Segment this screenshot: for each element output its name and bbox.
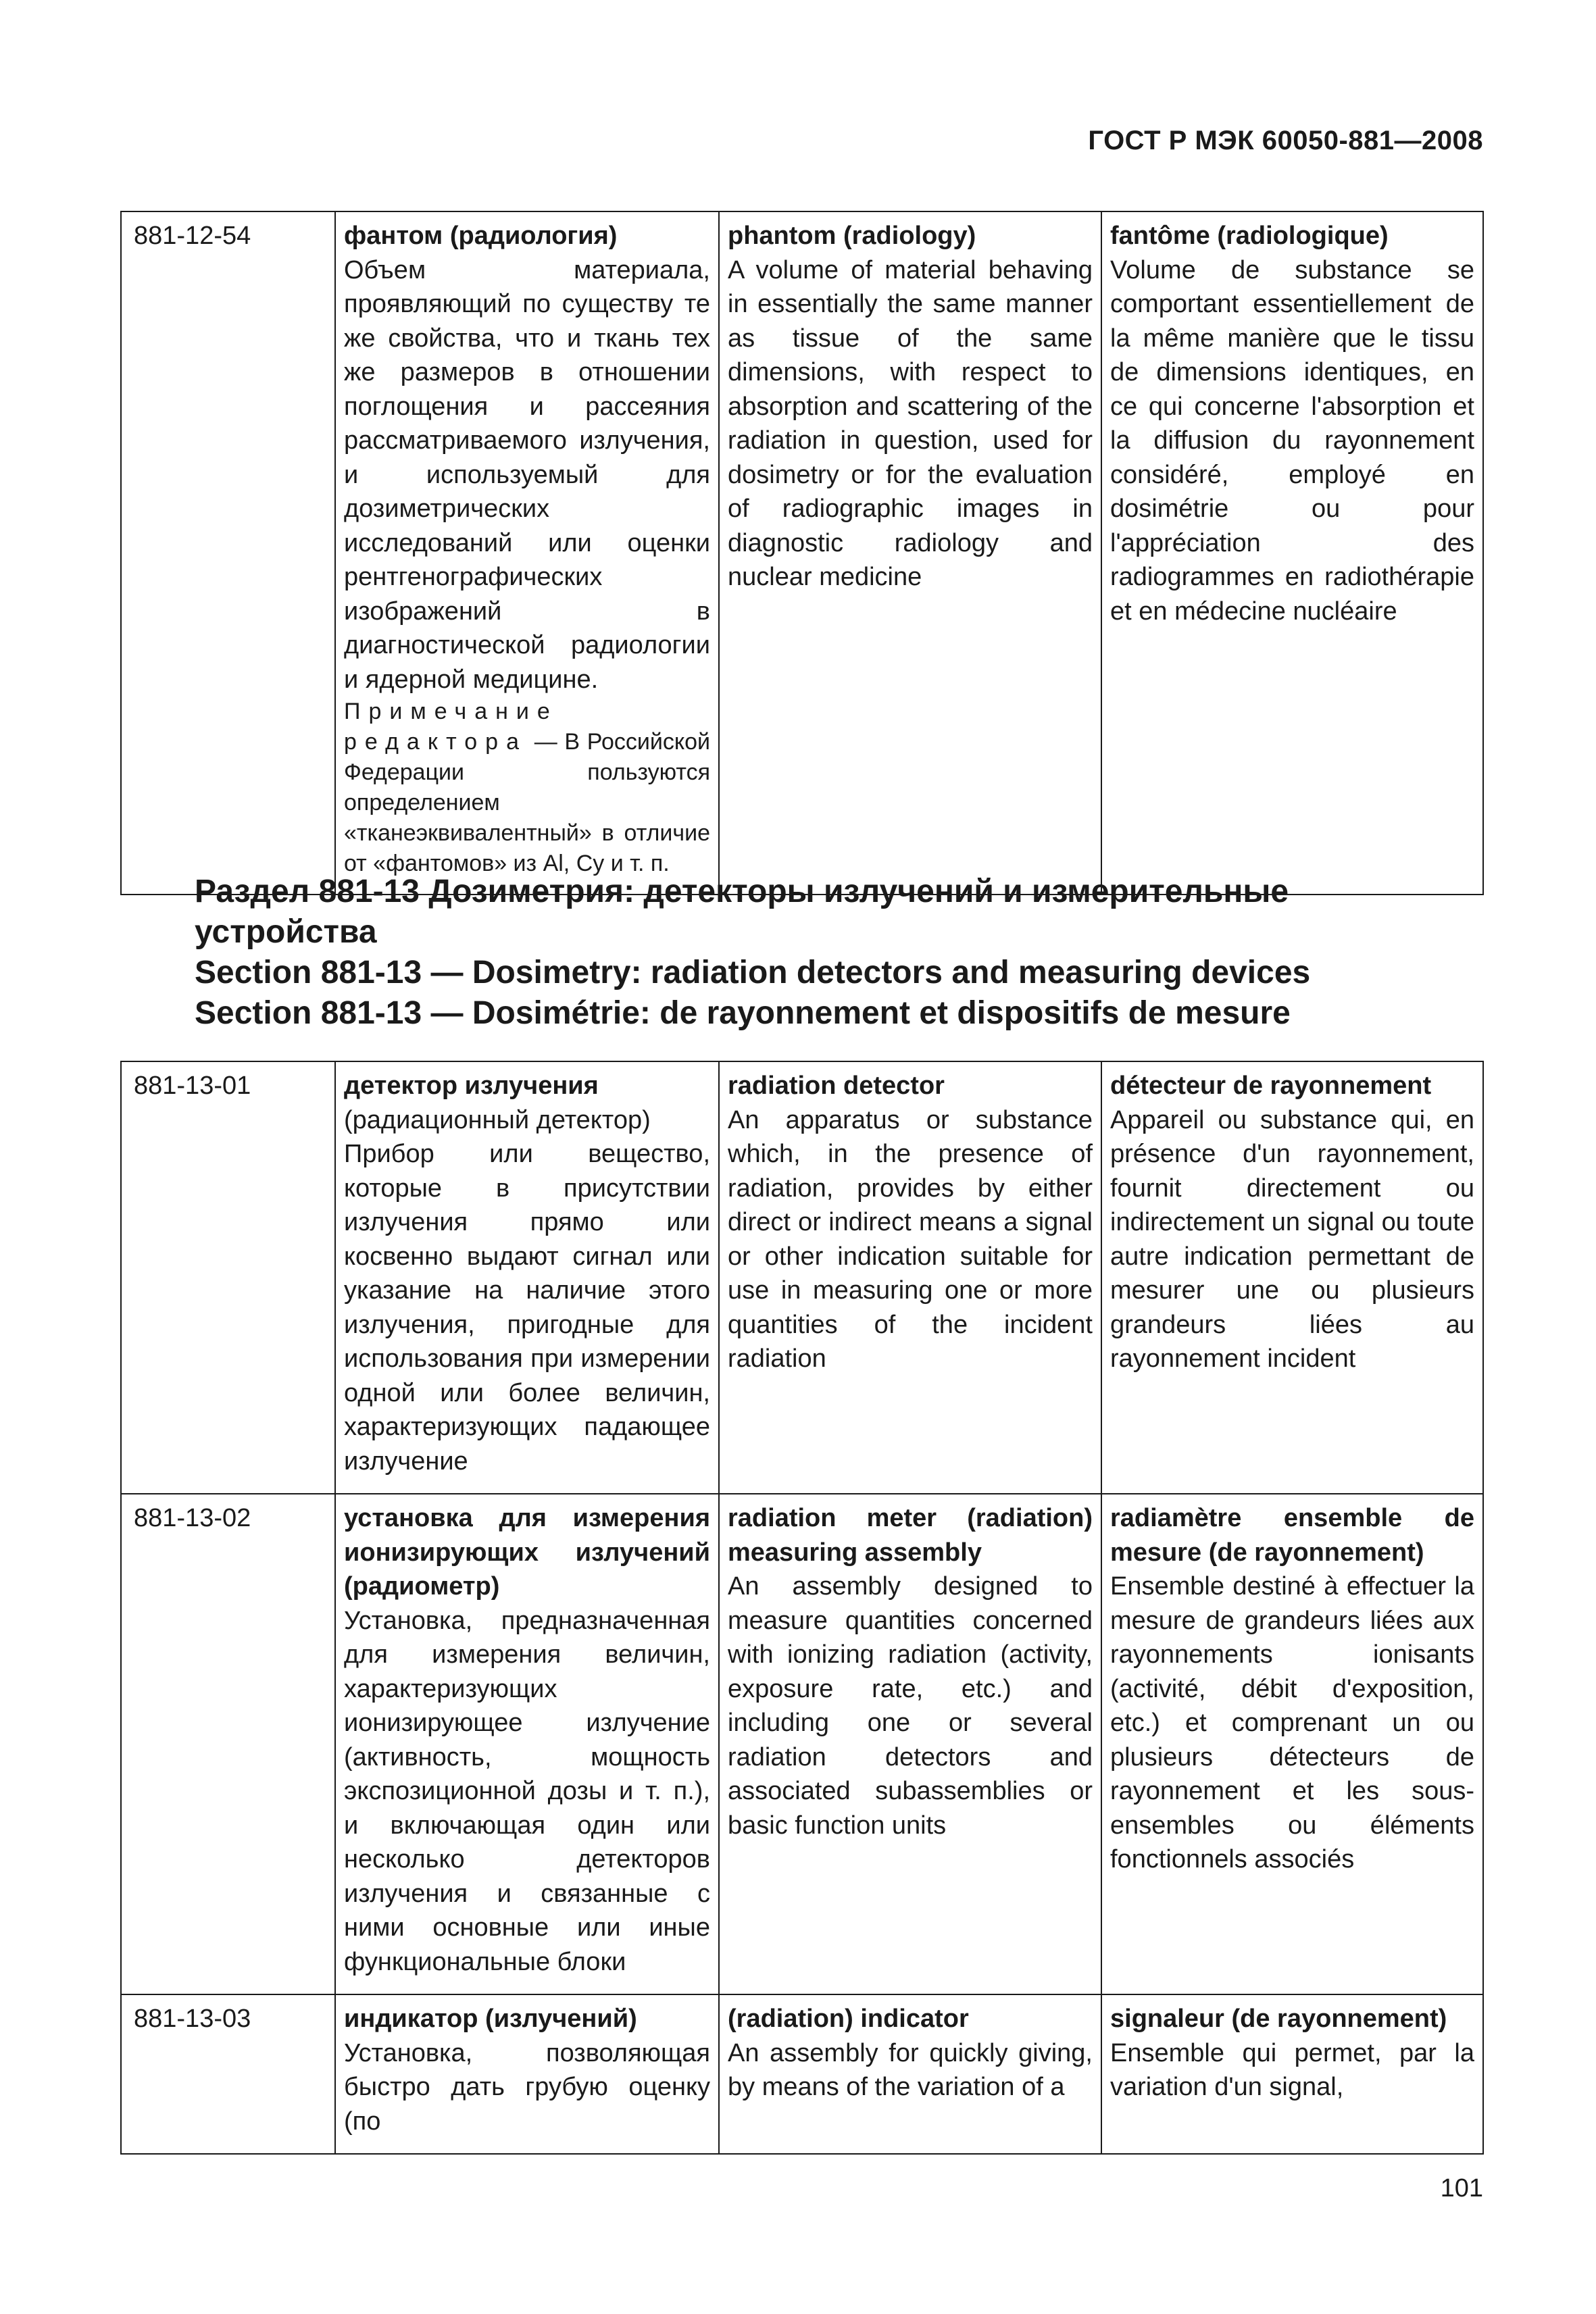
russian-cell	[335, 1994, 719, 2154]
term-number: 881-12-54	[121, 211, 335, 895]
section-heading-french: Section 881-13 — Dosimétrie: de rayonnement et dispositifs de mesure	[195, 995, 1291, 1031]
french-definition: Ensemble qui permet, par la variation d'un signal,	[1110, 2038, 1474, 2101]
section-heading-english: Section 881-13 — Dosimetry: radiation detectors and measuring devices	[195, 955, 1311, 990]
russian-term: детектор излучения	[344, 1072, 599, 1100]
term-number: 881-13-03	[121, 1994, 335, 2154]
term-row	[121, 1061, 1483, 1494]
french-term: radiamètre ensemble de mesure (de rayonnement)	[1110, 1504, 1474, 1567]
english-cell	[719, 1994, 1101, 2154]
french-term: détecteur de rayonnement	[1110, 1072, 1432, 1100]
russian-definition: Объем материала, проявляющий по существу те же свойства, что и ткань тех же размеров в отношении поглощения и рассеяния рассматриваемого излучения, и используемый для дозиметрических исследований или оценки рентгенографических изображений в диагностической радиологии и ядерной медицине.	[344, 255, 710, 694]
english-definition: An apparatus or substance which, in the presence of radiation, provides by either direct or indirect means a signal or other indication suitable for use in measuring one or more quantities of the incident radiation	[728, 1105, 1093, 1373]
english-definition: An assembly designed to measure quantities concerned with ionizing radiation (activity, exposure rate, etc.) and including one or several radiation detectors and associated subassemblies or basic function units	[728, 1572, 1093, 1840]
russian-cell	[335, 211, 719, 895]
english-definition: An assembly for quickly giving, by means of the variation of a	[728, 2038, 1093, 2101]
french-cell	[1101, 1061, 1483, 1494]
russian-definition: Установка, позволяющая быстро дать грубую оценку (по	[344, 2038, 710, 2136]
russian-term: индикатор (излучений)	[344, 2005, 637, 2033]
term-number: 881-13-01	[121, 1061, 335, 1494]
french-definition: Appareil ou substance qui, en présence d'un rayonnement, fournit directement ou indirectement un signal ou toute autre indication permettant de mesurer une ou plusieurs grandeurs liées au rayonnement incident	[1110, 1105, 1474, 1373]
russian-definition: Установка, предназначенная для измерения величин, характеризующих ионизирующее излучение (активность, мощность экспозиционной дозы и т. п.), и включающая один или несколько детекторов излучения и связанные с ними основные или иные функциональные блоки	[344, 1606, 710, 1976]
section-heading	[195, 872, 1445, 1034]
french-cell	[1101, 211, 1483, 895]
editor-note-label: Примечание редактора	[344, 699, 558, 755]
section-heading-russian: Раздел 881-13 Дозиметрия: детекторы излучений и измерительные устройства	[195, 874, 1289, 950]
page-number: 101	[1440, 2174, 1483, 2203]
english-definition: A volume of material behaving in essentially the same manner as tissue of the same dimensions, with respect to absorption and scattering of the radiation in question, used for dosimetry or for the evaluation of radiographic images in diagnostic radiology and nuclear medicine	[728, 255, 1093, 591]
editor-note	[344, 697, 710, 879]
english-term: radiation detector	[728, 1072, 945, 1100]
french-definition: Ensemble destiné à effectuer la mesure de grandeurs liées aux rayonnements ionisants (activité, débit d'exposition, etc.) et comprenant un ou plusieurs détecteurs de rayonnement et les sous-ensembles ou éléments fonctionnels associés	[1110, 1572, 1474, 1873]
russian-synonym: (радиационный детектор)	[344, 1105, 651, 1134]
russian-definition: Прибор или вещество, которые в присутствии излучения прямо или косвенно выдают сигнал или указание на наличие этого излучения, пригодные для использования при измерении одной или более величин, характеризующих падающее излучение	[344, 1140, 710, 1476]
english-term: phantom (radiology)	[728, 222, 976, 250]
term-table-2	[120, 1061, 1484, 2155]
editor-note-text: — В Российской Федерации пользуются определением «тканеэквивалентный» в отличие от «фантомов» из Al, Cy и т. п.	[344, 729, 710, 876]
french-cell	[1101, 1494, 1483, 1994]
term-number: 881-13-02	[121, 1494, 335, 1994]
russian-cell	[335, 1061, 719, 1494]
french-cell	[1101, 1994, 1483, 2154]
term-row	[121, 1494, 1483, 1994]
term-table-1	[120, 211, 1484, 895]
english-term: (radiation) indicator	[728, 2005, 969, 2033]
document-standard-code: ГОСТ Р МЭК 60050-881—2008	[1088, 126, 1483, 155]
english-cell	[719, 1061, 1101, 1494]
french-definition: Volume de substance se comportant essentiellement de la même manière que le tissu de dimensions identiques, en ce qui concerne l'absorption et la diffusion du rayonnement considéré, employé en dosimétrie ou pour l'appréciation des radiogrammes en radiothérapie et en médecine nucléaire	[1110, 255, 1474, 626]
russian-cell	[335, 1494, 719, 1994]
french-term: signaleur (de rayonnement)	[1110, 2005, 1447, 2033]
term-row	[121, 211, 1483, 895]
english-cell	[719, 1494, 1101, 1994]
term-row	[121, 1994, 1483, 2154]
english-cell	[719, 211, 1101, 895]
russian-term: установка для измерения ионизирующих излучений (радиометр)	[344, 1504, 710, 1601]
russian-term: фантом (радиология)	[344, 222, 618, 250]
english-term: radiation meter (radiation) measuring assembly	[728, 1504, 1093, 1567]
french-term: fantôme (radiologique)	[1110, 222, 1389, 250]
